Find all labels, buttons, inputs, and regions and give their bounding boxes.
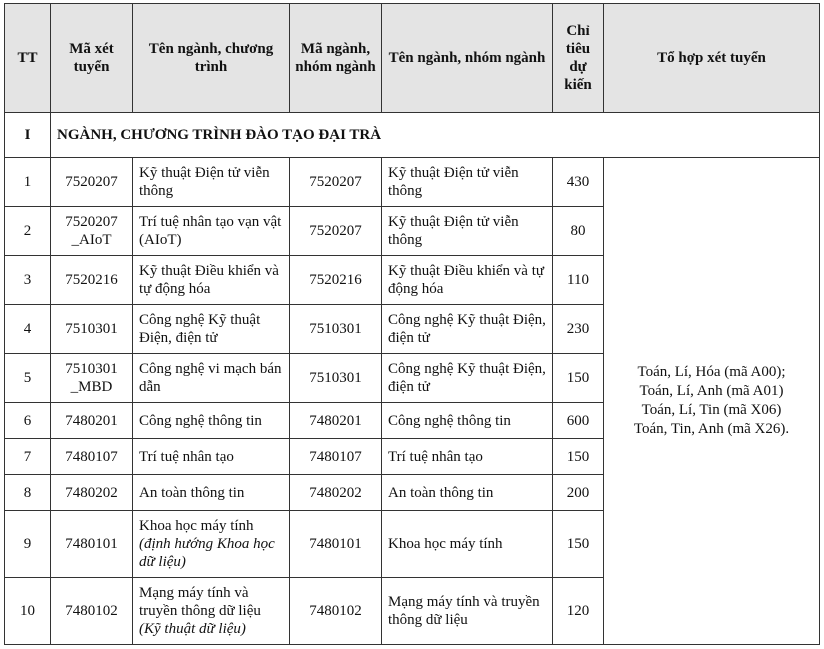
cell-ma-nganh: 7520207 [290, 158, 382, 207]
cell-tt: 1 [5, 158, 51, 207]
cell-tt: 5 [5, 354, 51, 403]
combination-line: Toán, Lí, Anh (mã A01) [639, 383, 784, 399]
cell-chi-tieu: 150 [553, 439, 604, 475]
cell-ten-nganh: Khoa học máy tính [382, 511, 553, 578]
cell-ten-nganh: An toàn thông tin [382, 475, 553, 511]
program-note: (định hướng Khoa học dữ liệu) [139, 536, 275, 570]
cell-ma-xet-tuyen: 7520207 _AIoT [51, 207, 133, 256]
header-ma-xet-tuyen: Mã xét tuyển [51, 4, 133, 113]
cell-ma-nganh: 7480202 [290, 475, 382, 511]
cell-tt: 6 [5, 403, 51, 439]
cell-tt: 2 [5, 207, 51, 256]
cell-ten-chuong-trinh [133, 578, 290, 645]
program-name: Công nghệ vi mạch bán dẫn [139, 361, 282, 395]
header-tt: TT [5, 4, 51, 113]
header-row [5, 4, 820, 113]
program-name: Kỹ thuật Điều khiển và tự động hóa [139, 263, 279, 297]
cell-ma-xet-tuyen: 7480202 [51, 475, 133, 511]
program-name: Khoa học máy tính [139, 518, 254, 534]
cell-tt: 7 [5, 439, 51, 475]
cell-ma-xet-tuyen: 7480201 [51, 403, 133, 439]
header-chi-tieu-du-kien: Chỉ tiêu dự kiến [553, 4, 604, 113]
cell-ma-nganh: 7520216 [290, 256, 382, 305]
cell-ma-nganh: 7480102 [290, 578, 382, 645]
cell-ma-nganh: 7520207 [290, 207, 382, 256]
cell-tt: 3 [5, 256, 51, 305]
cell-tt: 10 [5, 578, 51, 645]
header-ma-nganh-nhom-nganh: Mã ngành, nhóm ngành [290, 4, 382, 113]
cell-ten-nganh: Công nghệ thông tin [382, 403, 553, 439]
cell-ten-chuong-trinh [133, 511, 290, 578]
cell-tt: 4 [5, 305, 51, 354]
cell-ten-chuong-trinh [133, 475, 290, 511]
cell-ma-xet-tuyen: 7480101 [51, 511, 133, 578]
program-name: Mạng máy tính và truyền thông dữ liệu [139, 585, 261, 619]
table-row [5, 158, 820, 207]
cell-chi-tieu: 200 [553, 475, 604, 511]
cell-ten-nganh: Kỹ thuật Điện tử viễn thông [382, 158, 553, 207]
cell-ten-nganh: Công nghệ Kỹ thuật Điện, điện tử [382, 305, 553, 354]
program-name: Trí tuệ nhân tạo vạn vật (AIoT) [139, 214, 282, 248]
cell-chi-tieu: 80 [553, 207, 604, 256]
cell-ten-chuong-trinh [133, 305, 290, 354]
cell-ma-xet-tuyen: 7480102 [51, 578, 133, 645]
cell-chi-tieu: 430 [553, 158, 604, 207]
cell-ma-nganh: 7480101 [290, 511, 382, 578]
section-row [5, 113, 820, 158]
combination-line: Toán, Tin, Anh (mã X26). [633, 421, 790, 437]
cell-chi-tieu: 150 [553, 354, 604, 403]
cell-tt: 8 [5, 475, 51, 511]
program-note: (Kỹ thuật dữ liệu) [139, 621, 246, 637]
cell-ma-xet-tuyen: 7520216 [51, 256, 133, 305]
program-name: Công nghệ thông tin [139, 412, 262, 429]
cell-ten-nganh: Công nghệ Kỹ thuật Điện, điện tử [382, 354, 553, 403]
section-number: I [5, 113, 51, 158]
cell-ten-nganh: Trí tuệ nhân tạo [382, 439, 553, 475]
cell-ten-chuong-trinh [133, 439, 290, 475]
combinations-cell [604, 158, 820, 645]
cell-ma-nganh: 7510301 [290, 305, 382, 354]
cell-chi-tieu: 150 [553, 511, 604, 578]
cell-ten-chuong-trinh [133, 207, 290, 256]
cell-ma-nganh: 7480107 [290, 439, 382, 475]
program-name: Công nghệ Kỹ thuật Điện, điện tử [139, 312, 261, 346]
cell-ma-xet-tuyen: 7510301 [51, 305, 133, 354]
cell-chi-tieu: 110 [553, 256, 604, 305]
program-name: An toàn thông tin [139, 484, 245, 501]
cell-ma-xet-tuyen: 7510301 _MBD [51, 354, 133, 403]
header-ten-nganh-chuong-trinh: Tên ngành, chương trình [133, 4, 290, 113]
cell-ten-nganh: Kỹ thuật Điện tử viễn thông [382, 207, 553, 256]
cell-ten-chuong-trinh [133, 158, 290, 207]
program-name: Kỹ thuật Điện tử viễn thông [139, 165, 270, 199]
cell-tt: 9 [5, 511, 51, 578]
cell-ma-nganh: 7510301 [290, 354, 382, 403]
combination-line: Toán, Lí, Hóa (mã A00); [637, 364, 786, 380]
combination-line: Toán, Lí, Tin (mã X06) [641, 402, 782, 418]
cell-ten-nganh: Mạng máy tính và truyền thông dữ liệu [382, 578, 553, 645]
header-to-hop-xet-tuyen: Tổ hợp xét tuyển [604, 4, 820, 113]
cell-chi-tieu: 230 [553, 305, 604, 354]
program-name: Trí tuệ nhân tạo [139, 448, 234, 465]
cell-ten-chuong-trinh [133, 256, 290, 305]
section-title: NGÀNH, CHƯƠNG TRÌNH ĐÀO TẠO ĐẠI TRÀ [51, 113, 820, 158]
cell-chi-tieu: 600 [553, 403, 604, 439]
cell-chi-tieu: 120 [553, 578, 604, 645]
cell-ma-xet-tuyen: 7480107 [51, 439, 133, 475]
cell-ma-nganh: 7480201 [290, 403, 382, 439]
cell-ten-chuong-trinh [133, 354, 290, 403]
header-ten-nganh-nhom-nganh: Tên ngành, nhóm ngành [382, 4, 553, 113]
cell-ma-xet-tuyen: 7520207 [51, 158, 133, 207]
cell-ten-chuong-trinh [133, 403, 290, 439]
admission-table [4, 3, 820, 645]
cell-ten-nganh: Kỹ thuật Điều khiển và tự động hóa [382, 256, 553, 305]
